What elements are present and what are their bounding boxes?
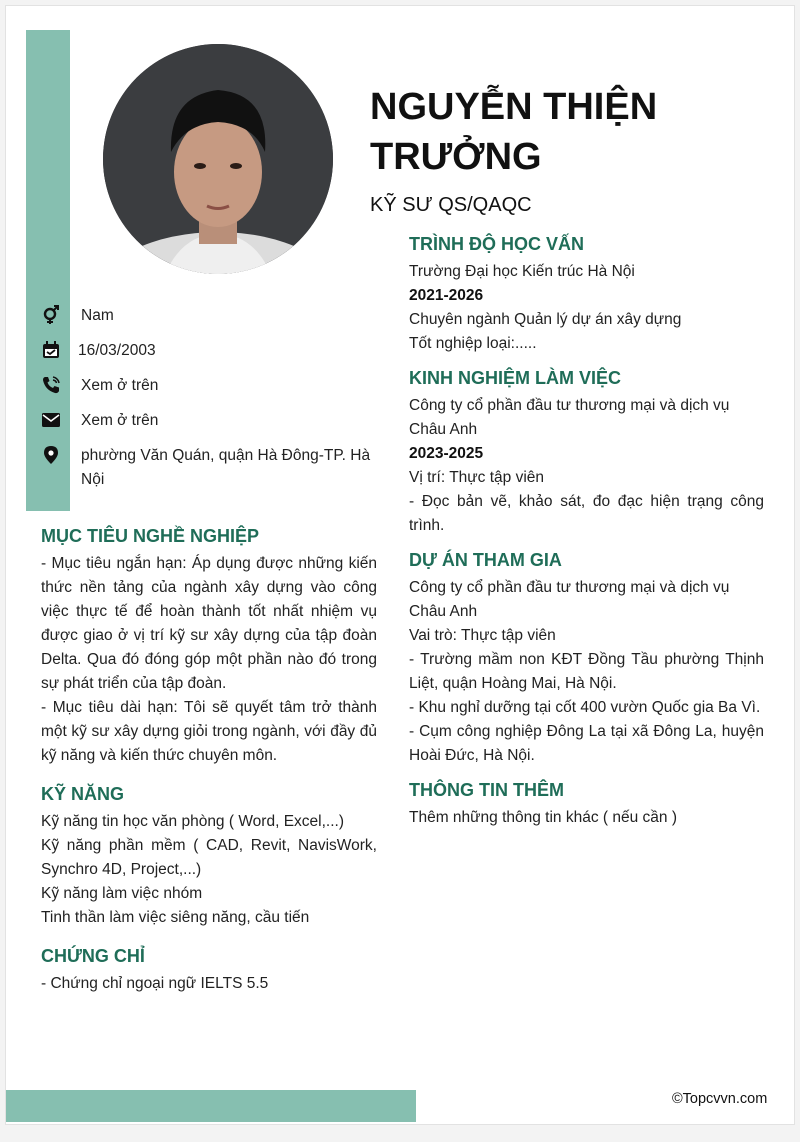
experience-title: KINH NGHIỆM LÀM VIỆC xyxy=(409,368,622,388)
address-value: phường Văn Quán, quận Hà Đông-TP. Hà Nội xyxy=(81,447,371,488)
gender-value: Nam xyxy=(81,307,114,324)
email-icon xyxy=(41,410,61,430)
phone-icon xyxy=(41,375,61,395)
project-item: - Cụm công nghiệp Đông La tại xã Đông La, huyện Hoài Đức, Hà Nội. xyxy=(409,723,764,764)
cv-page xyxy=(5,5,795,1125)
location-pin-icon xyxy=(41,445,61,465)
more-info-title: THÔNG TIN THÊM xyxy=(409,780,564,800)
bottom-accent-bar xyxy=(6,1090,416,1122)
projects-section xyxy=(409,548,764,768)
experience-task: - Đọc bản vẽ, khảo sát, đo đạc hiện trạng công trình. xyxy=(409,493,764,534)
info-address xyxy=(41,444,381,492)
right-column xyxy=(409,232,764,840)
email-value: Xem ở trên xyxy=(81,412,159,429)
certificates-section xyxy=(41,944,377,996)
calendar-icon xyxy=(41,340,61,360)
project-item: - Trường mầm non KĐT Đồng Tầu phường Thịnh Liệt, quận Hoàng Mai, Hà Nội. xyxy=(409,651,764,692)
education-section xyxy=(409,232,764,356)
info-phone xyxy=(41,374,381,398)
more-info-section xyxy=(409,778,764,830)
skill-item: Tinh thần làm việc siêng năng, cầu tiến xyxy=(41,909,310,926)
info-gender xyxy=(41,304,381,328)
certificate-item: - Chứng chỉ ngoại ngữ IELTS 5.5 xyxy=(41,975,269,992)
experience-period: 2023-2025 xyxy=(409,445,484,462)
copyright-text: ©Topcvvn.com xyxy=(672,1091,768,1107)
more-info-text: Thêm những thông tin khác ( nếu cần ) xyxy=(409,809,678,826)
education-major: Chuyên ngành Quản lý dự án xây dựng xyxy=(409,311,682,328)
skill-item: Kỹ năng tin học văn phòng ( Word, Excel,...) xyxy=(41,813,344,830)
dob-value: 16/03/2003 xyxy=(78,342,156,359)
education-title: TRÌNH ĐỘ HỌC VẤN xyxy=(409,234,584,254)
education-grade: Tốt nghiệp loại:..... xyxy=(409,335,537,352)
certificates-title: CHỨNG CHỈ xyxy=(41,946,145,966)
experience-position: Vị trí: Thực tập viên xyxy=(409,469,545,486)
personal-info-list xyxy=(41,304,381,503)
info-dob xyxy=(41,339,381,363)
projects-role: Vai trò: Thực tập viên xyxy=(409,627,556,644)
skill-item: Kỹ năng làm việc nhóm xyxy=(41,885,203,902)
profile-photo xyxy=(103,44,333,274)
avatar-portrait xyxy=(103,44,333,274)
objective-short-term: - Mục tiêu ngắn hạn: Áp dụng được những kiến thức nền tảng của ngành xây dựng vào công việc thực tế để hoàn thành tốt nhất nhiệm vụ được giao ở vị trí kỹ sư xây dựng của tập đoàn Delta. Qua đó đóng góp một phần nào đó trong sự phát triển của tập đoàn. xyxy=(41,555,377,692)
experience-section xyxy=(409,366,764,538)
info-email xyxy=(41,409,381,433)
job-title: KỸ SƯ QS/QAQC xyxy=(370,194,532,216)
gender-icon xyxy=(41,305,61,325)
skill-item: Kỹ năng phần mềm ( CAD, Revit, NavisWork, Synchro 4D, Project,...) xyxy=(41,837,377,878)
objective-long-term: - Mục tiêu dài hạn: Tôi sẽ quyết tâm trở thành một kỹ sư xây dựng giỏi trong ngành, với đầy đủ kỹ năng và kiến thức chuyên môn. xyxy=(41,699,377,764)
project-item: - Khu nghỉ dưỡng tại cốt 400 vườn Quốc gia Ba Vì. xyxy=(409,699,761,716)
experience-company: Công ty cổ phần đầu tư thương mại và dịch vụ Châu Anh xyxy=(409,397,730,438)
left-column xyxy=(41,524,377,1010)
skills-section xyxy=(41,782,377,930)
education-period: 2021-2026 xyxy=(409,287,484,304)
objective-title: MỤC TIÊU NGHỀ NGHIỆP xyxy=(41,526,260,546)
objective-section xyxy=(41,524,377,768)
skills-title: KỸ NĂNG xyxy=(41,784,125,804)
projects-title: DỰ ÁN THAM GIA xyxy=(409,550,562,570)
phone-value: Xem ở trên xyxy=(81,377,159,394)
education-school: Trường Đại học Kiến trúc Hà Nội xyxy=(409,263,635,280)
projects-company: Công ty cổ phần đầu tư thương mại và dịch vụ Châu Anh xyxy=(409,579,730,620)
candidate-name: NGUYỄN THIỆN TRƯỞNG xyxy=(370,86,658,178)
